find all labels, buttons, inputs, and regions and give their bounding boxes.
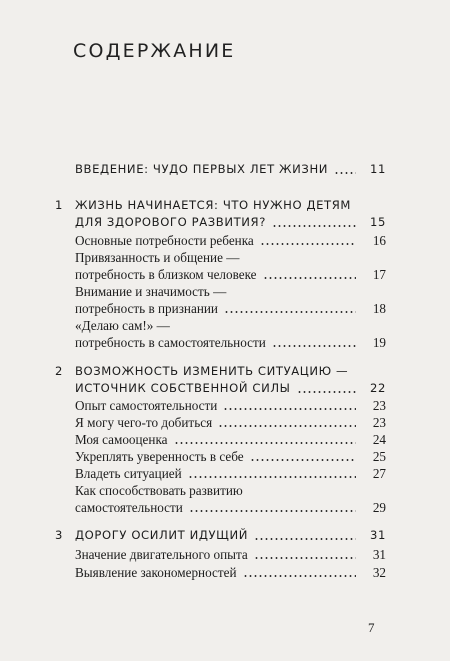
toc-entry-title: ДОРОГУ ОСИЛИТ ИДУЩИЙ — [75, 528, 248, 542]
toc-entry-title: Моя самооценка — [75, 432, 168, 447]
toc-entry — [0, 482, 450, 499]
toc-entry-page: 31 — [370, 528, 386, 542]
dot-leader — [263, 277, 356, 279]
toc-entry-page: 15 — [370, 215, 386, 229]
toc-entry — [0, 397, 450, 414]
toc-entry-page: 22 — [370, 381, 386, 395]
toc-entry-page: 27 — [372, 466, 386, 481]
page-number: 7 — [368, 620, 375, 635]
toc-entry — [0, 214, 450, 231]
toc-entry-page: 25 — [372, 449, 386, 464]
toc-entry — [0, 232, 450, 249]
toc-entry-title: ЖИЗНЬ НАЧИНАЕТСЯ: ЧТО НУЖНО ДЕТЯМ — [75, 198, 351, 212]
toc-entry — [0, 380, 450, 397]
toc-entry-title: Опыт самостоятельности — [75, 398, 218, 413]
toc-entry-title: ИСТОЧНИК СОБСТВЕННОЙ СИЛЫ — [75, 381, 291, 395]
toc-entry — [0, 363, 450, 380]
dot-leader — [334, 172, 356, 174]
toc-entry — [0, 499, 450, 516]
chapter-number: 1 — [55, 198, 63, 212]
toc-entry-title: самостоятельности — [75, 500, 183, 515]
dot-leader — [250, 459, 356, 461]
toc-entry-title: потребность в самостоятельности — [75, 335, 266, 350]
toc-entry-page: 23 — [372, 398, 386, 413]
toc-entry — [0, 465, 450, 482]
toc-entry-page: 11 — [370, 162, 386, 176]
toc-entry — [0, 266, 450, 283]
dot-leader — [272, 345, 356, 347]
toc-entry-page: 32 — [372, 565, 386, 580]
toc-entry-page: 16 — [372, 233, 386, 248]
toc-entry-page: 23 — [372, 415, 386, 430]
dot-leader — [260, 243, 356, 245]
toc-entry-title: Внимание и значимость — — [75, 284, 227, 299]
toc-entry-title: ВВЕДЕНИЕ: ЧУДО ПЕРВЫХ ЛЕТ ЖИЗНИ — [75, 162, 329, 176]
dot-leader — [243, 575, 356, 577]
dot-leader — [174, 442, 356, 444]
toc-entry — [0, 564, 450, 581]
dot-leader — [254, 538, 356, 540]
toc-entry-title: потребность в признании — [75, 301, 218, 316]
toc-entry-title: Основные потребности ребенка — [75, 233, 254, 248]
toc-entry — [0, 431, 450, 448]
dot-leader — [224, 311, 356, 313]
toc-entry-title: потребность в близком человеке — [75, 267, 257, 282]
dot-leader — [297, 391, 356, 393]
toc-entry — [0, 197, 450, 214]
toc-entry-page: 18 — [372, 301, 386, 316]
toc-entry-title: ВОЗМОЖНОСТЬ ИЗМЕНИТЬ СИТУАЦИЮ — — [75, 364, 349, 378]
toc-entry — [0, 527, 450, 544]
toc-entry-title: Привязанность и общение — — [75, 250, 240, 265]
toc-entry — [0, 546, 450, 563]
toc-entry-title: «Делаю сам!» — — [75, 318, 170, 333]
toc-entry-title: Значение двигательного опыта — [75, 547, 248, 562]
toc-entry-title: Я могу чего-то добиться — [75, 415, 213, 430]
toc-entry-title: Выявление закономерностей — [75, 565, 237, 580]
chapter-number: 2 — [55, 364, 63, 378]
chapter-number: 3 — [55, 528, 63, 542]
toc-entry-page: 17 — [372, 267, 386, 282]
toc-entry — [0, 283, 450, 300]
toc-entry — [0, 161, 450, 178]
dot-leader — [189, 510, 356, 512]
toc-entry-page: 29 — [372, 500, 386, 515]
toc-entry — [0, 334, 450, 351]
page-title: СОДЕРЖАНИЕ — [73, 40, 236, 62]
toc-entry-title: ДЛЯ ЗДОРОВОГО РАЗВИТИЯ? — [75, 215, 266, 229]
toc-entry — [0, 448, 450, 465]
dot-leader — [223, 408, 356, 410]
toc-entry — [0, 317, 450, 334]
toc-entry — [0, 414, 450, 431]
toc-entry-title: Укреплять уверенность в себе — [75, 449, 244, 464]
toc-entry-title: Как способствовать развитию — [75, 483, 243, 498]
toc-entry-page: 19 — [372, 335, 386, 350]
dot-leader — [188, 476, 356, 478]
toc-entry-page: 24 — [372, 432, 386, 447]
toc-entry-title: Владеть ситуацией — [75, 466, 182, 481]
toc-entry — [0, 249, 450, 266]
dot-leader — [254, 557, 356, 559]
dot-leader — [272, 225, 356, 227]
toc-entry-page: 31 — [372, 547, 386, 562]
dot-leader — [218, 425, 356, 427]
toc-entry — [0, 300, 450, 317]
